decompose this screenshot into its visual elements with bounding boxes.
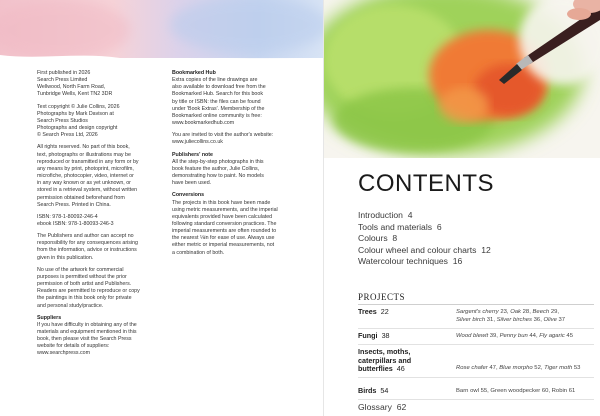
item-title: Rose chafer: [456, 365, 488, 371]
text-line: either metric or imperial measurements, not: [172, 242, 275, 249]
item-sep: ,: [540, 317, 544, 323]
text-line: materials and equipment mentioned in this: [37, 329, 137, 335]
watercolour-wash-illustration: [0, 0, 324, 68]
text-line: ISBN: 978-1-80092-246-4: [37, 213, 98, 220]
toc-page: 8: [392, 233, 398, 244]
project-name: [358, 348, 448, 374]
text-line: any means by print, photoprint, microfilm,: [37, 165, 134, 172]
text-line: ebook ISBN: 978-1-80093-246-3: [37, 220, 114, 227]
item-page: 28: [522, 309, 530, 315]
item-sep: ,: [493, 317, 497, 323]
item-title: Robin: [551, 388, 568, 394]
project-title: Trees: [358, 307, 377, 316]
text-line: The projects in this book have been made: [172, 199, 271, 206]
projects-heading: PROJECTS: [358, 292, 406, 302]
item-title: Olive: [543, 317, 557, 323]
toc-label: Glossary: [358, 402, 392, 412]
toc-item[interactable]: [358, 233, 594, 245]
artwork-use-block: [37, 267, 161, 310]
text-line: You are invited to visit the author's website:: [172, 132, 274, 139]
text-line: stored in a retrieval system, without written: [37, 187, 138, 194]
item-page: 47: [489, 365, 496, 371]
item-title: Silver birch: [456, 317, 486, 323]
text-line: under 'Book Extras'. Membership of the: [172, 105, 265, 112]
item-page: 39: [489, 333, 497, 339]
text-line: Photographs and design copyright: [37, 125, 118, 132]
toc-page: 62: [396, 402, 407, 412]
text-line: using metric measurements, and the imperial: [172, 206, 278, 213]
project-row-trees[interactable]: [358, 308, 594, 330]
text-line: by title or ISBN: the files can be found: [172, 98, 261, 105]
project-row-fungi[interactable]: [358, 332, 594, 344]
text-line: Tunbridge Wells, Kent TN2 3DR: [37, 91, 113, 98]
project-page: 38: [381, 331, 390, 340]
item-page: 60: [541, 388, 549, 394]
divider: [358, 399, 594, 400]
bookmarked-hub-url: www.bookmarkedhub.com: [172, 120, 235, 127]
item-title: Wood blewit: [456, 333, 489, 339]
conversions-block: [172, 192, 296, 256]
text-line: Search Press Limited: [37, 77, 88, 84]
item-title: Barn owl: [456, 388, 479, 394]
text-line: the paintings in this book only for private: [37, 295, 132, 302]
item-sep: ,: [487, 388, 491, 394]
item-sep: ,: [535, 333, 540, 339]
project-items: [456, 387, 596, 395]
item-title: Fly agaric: [539, 333, 565, 339]
item-sep: ,: [548, 388, 552, 394]
suppliers-heading: Suppliers: [37, 314, 62, 321]
toc-label: Colours: [358, 233, 388, 244]
item-page: 53: [573, 365, 581, 371]
project-title: Birds: [358, 386, 377, 395]
item-page: 52: [534, 365, 541, 371]
text-line: book feature the author, Julie Collins,: [172, 165, 260, 172]
text-line: Wellwood, North Farm Road,: [37, 84, 106, 91]
suppliers-url: www.searchpress.com: [37, 350, 90, 357]
project-name: [358, 332, 448, 341]
text-line: permission of both artist and Publishers.: [37, 281, 132, 288]
text-line: and personal study/practice.: [37, 302, 104, 309]
item-sep: ,: [557, 309, 560, 315]
text-line: also available to download free from the: [172, 84, 266, 91]
item-page: 61: [568, 388, 576, 394]
item-title: Silver birches: [496, 317, 532, 323]
toc-item[interactable]: [358, 222, 594, 234]
item-title: Sargent's cherry: [456, 309, 499, 315]
item-title: Penny bun: [499, 333, 528, 339]
toc-label: Colour wheel and colour charts: [358, 244, 477, 255]
text-line: Photographs by Mark Davison at: [37, 110, 114, 117]
divider: [358, 328, 594, 329]
project-title: Fungi: [358, 331, 378, 340]
text-line: have been used.: [172, 180, 212, 187]
suppliers-block: [37, 315, 161, 358]
toc-page: 4: [407, 210, 413, 220]
text-line: responsibility for any consequences arising: [37, 240, 138, 247]
toc-page: 16: [452, 256, 463, 267]
text-line: following standard conversion practices. The: [172, 220, 277, 227]
right-page: [324, 0, 600, 416]
item-page: 45: [566, 333, 573, 339]
item-page: 31: [486, 317, 494, 323]
toc-page: 6: [436, 221, 442, 232]
toc-page: 12: [481, 244, 491, 255]
project-title: Insects, moths, caterpillars and butterflies: [358, 347, 412, 374]
text-line: demonstrating how to paint. No models: [172, 173, 264, 180]
text-line: Bookmarked Hub. Search for this book: [172, 91, 263, 98]
text-line: reproduced or transmitted in any form or by: [37, 158, 139, 165]
text-line: website for details of suppliers:: [37, 343, 110, 350]
text-line: All the step-by-step photographs in this: [172, 158, 264, 165]
liability-block: [37, 233, 161, 262]
item-page: 37: [558, 317, 566, 323]
project-page: 54: [380, 386, 389, 395]
publication-block: [37, 70, 161, 99]
imprint-column-2: [172, 70, 296, 262]
project-name: [358, 387, 448, 396]
toc-item[interactable]: [358, 256, 594, 268]
text-line: First published in 2026: [37, 70, 91, 76]
text-line: If you have difficulty in obtaining any of the: [37, 321, 137, 328]
item-sep: ,: [495, 365, 500, 371]
text-line: imperial measurements are often rounded to: [172, 228, 277, 235]
text-line: No use of the artwork for commercial: [37, 266, 124, 273]
text-line: purposes is permitted without the prior: [37, 273, 127, 280]
text-line: microfiche, photocopier, video, internet or: [37, 173, 134, 180]
item-page: 29: [550, 309, 558, 315]
text-line: in any way known or as yet unknown, or: [37, 180, 131, 187]
item-sep: ,: [506, 309, 511, 315]
text-line: permission obtained beforehand from: [37, 194, 125, 201]
item-title: Green woodpecker: [490, 388, 541, 394]
author-website-url: www.juliecollins.co.uk: [172, 139, 223, 146]
paintbrush-painting-illustration: [324, 0, 600, 158]
text-line: book, then please visit the Search Press: [37, 336, 132, 343]
project-items: [456, 308, 596, 324]
publishers-note-block: [172, 152, 296, 188]
text-line: Extra copies of the line drawings are: [172, 77, 258, 84]
divider: [358, 304, 594, 305]
imprint-column-1: [37, 70, 161, 363]
project-name: [358, 308, 448, 317]
rights-block: [37, 144, 161, 208]
text-line: Text copyright © Julie Collins, 2026: [37, 103, 120, 110]
toc-item-glossary[interactable]: [358, 402, 406, 412]
bookmarked-hub-block: [172, 70, 296, 127]
item-sep: ,: [529, 309, 533, 315]
bookmarked-hub-heading: Bookmarked Hub: [172, 70, 216, 76]
item-sep: ,: [540, 365, 545, 371]
text-line: given in this publication.: [37, 254, 94, 261]
text-line: Search Press Studios: [37, 117, 88, 124]
text-line: Bookmarked online community is free:: [172, 112, 262, 119]
item-title: Tiger moth: [544, 365, 573, 371]
item-page: 44: [529, 333, 536, 339]
project-row-birds[interactable]: [358, 387, 594, 399]
text-line: Search Press. Printed in China.: [37, 201, 111, 208]
text-line: All rights reserved. No part of this book,: [37, 144, 130, 151]
toc-item[interactable]: [358, 245, 594, 257]
item-page: 36: [533, 317, 541, 323]
text-line: the nearest ⅛in for ease of use. Always use: [172, 235, 275, 242]
text-line: text, photographs or illustrations may be: [37, 151, 131, 158]
text-line: © Search Press Ltd, 2026: [37, 132, 98, 139]
divider: [358, 377, 594, 378]
text-line: equivalents provided have been calculated: [172, 213, 273, 220]
divider: [358, 344, 594, 345]
publishers-note-heading: Publishers' note: [172, 151, 213, 158]
toc-item[interactable]: [358, 210, 594, 222]
item-title: Blue morpho: [499, 365, 533, 371]
author-website-block: [172, 132, 296, 146]
project-items: [456, 332, 596, 340]
item-page: 23: [500, 309, 507, 315]
item-title: Oak: [510, 309, 522, 315]
text-line: Readers are permitted to reproduce or copy: [37, 288, 140, 295]
toc-label: Watercolour techniques: [358, 256, 448, 267]
item-sep: ,: [496, 333, 500, 339]
text-line: a combination of both.: [172, 249, 225, 256]
conversions-heading: Conversions: [172, 192, 205, 199]
copyright-block: [37, 104, 161, 140]
isbn-block: [37, 214, 161, 228]
item-title: Beech: [532, 309, 550, 315]
item-page: 55: [480, 388, 488, 394]
project-items: [456, 364, 596, 372]
contents-title: CONTENTS: [358, 170, 494, 197]
project-page: 22: [380, 307, 389, 316]
project-page: 46: [396, 364, 405, 374]
table-of-contents: [358, 210, 594, 268]
text-line: from the information, advice or instructions: [37, 247, 137, 254]
text-line: The Publishers and author can accept no: [37, 233, 134, 240]
toc-label: Tools and materials: [358, 221, 433, 232]
toc-label: Introduction: [358, 210, 403, 220]
